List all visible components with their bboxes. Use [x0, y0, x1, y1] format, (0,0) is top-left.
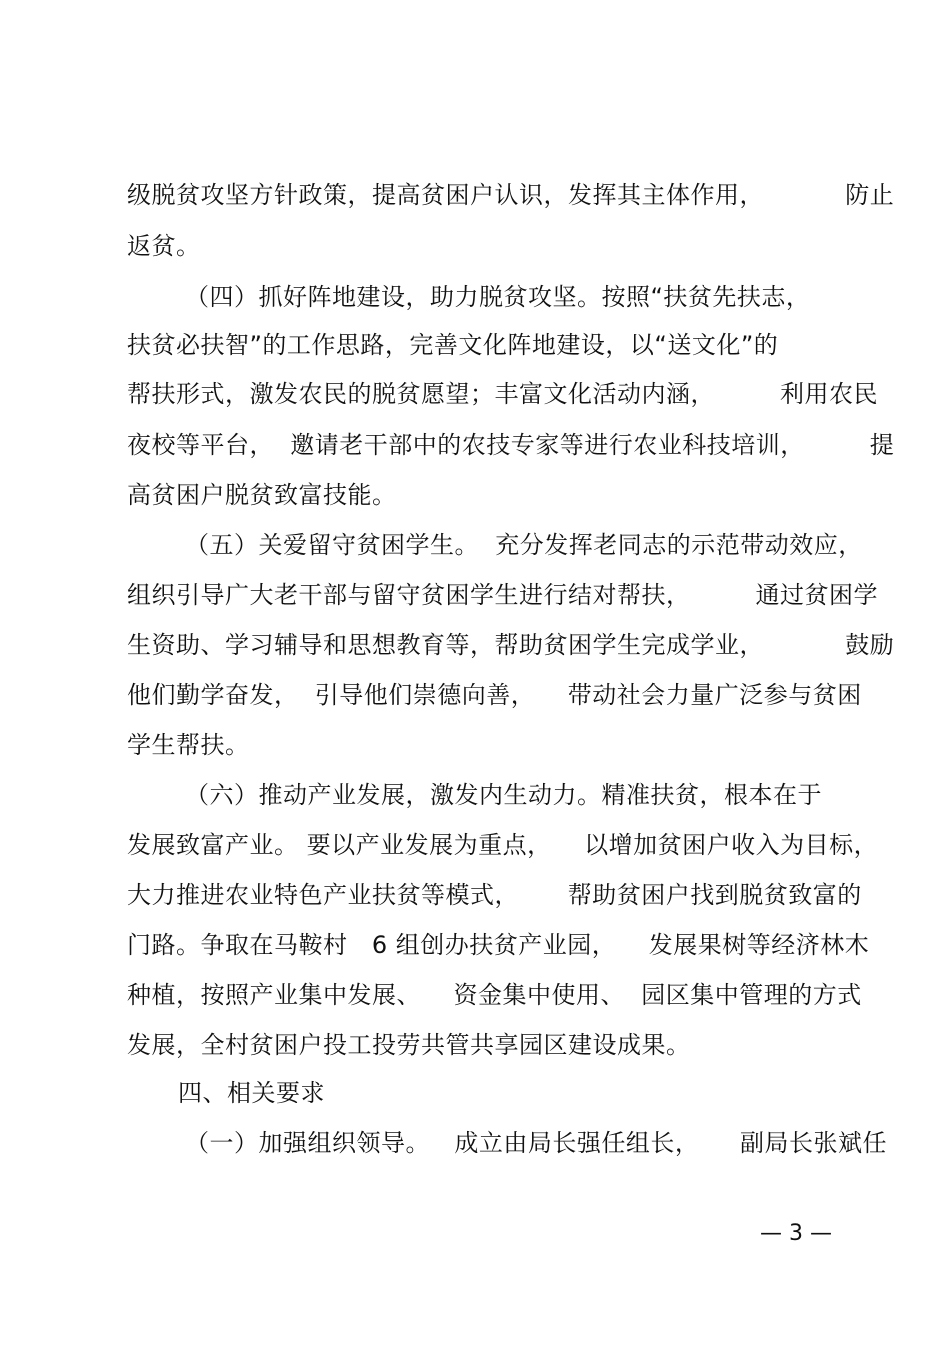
body-text-line: 门路。争取在马鞍村 6 组创办扶贫产业园， 发展果树等经济林木: [127, 931, 870, 959]
page-number: — 3 —: [760, 1221, 832, 1246]
body-text-line: 帮扶形式，激发农民的脱贫愿望；丰富文化活动内涵， 利用农民: [127, 380, 879, 408]
paragraph-heading-line: （五）关爱留守贫困学生。 充分发挥老同志的示范带动效应，: [185, 531, 863, 559]
body-text-line: 发展致富产业。 要以产业发展为重点， 以增加贫困户收入为目标，: [127, 831, 879, 859]
paragraph-heading-line: （一）加强组织领导。 成立由局长强任组长， 副局长张斌任: [185, 1129, 888, 1157]
section-heading: 四、相关要求: [178, 1079, 325, 1107]
body-text-line: 大力推进农业特色产业扶贫等模式， 帮助贫困户找到脱贫致富的: [127, 881, 862, 909]
body-text-line: 发展，全村贫困户投工投劳共管共享园区建设成果。: [127, 1031, 691, 1059]
body-text-line: 级脱贫攻坚方针政策，提高贫困户认识，发挥其主体作用， 防止: [127, 181, 895, 209]
paragraph-heading-line: （六）推动产业发展，激发内生动力。精准扶贫，根本在于: [185, 781, 822, 809]
body-text-line: 种植，按照产业集中发展、 资金集中使用、 园区集中管理的方式: [127, 981, 862, 1009]
body-text-line: 组织引导广大老干部与留守贫困学生进行结对帮扶， 通过贫困学: [127, 581, 879, 609]
body-text-line: 夜校等平台， 邀请老干部中的农技专家等进行农业科技培训， 提: [127, 431, 895, 459]
paragraph-heading-line: （四）抓好阵地建设，助力脱贫攻坚。按照“扶贫先扶志，: [185, 283, 811, 311]
body-text-line: 学生帮扶。: [127, 731, 250, 759]
body-text-line: 他们勤学奋发， 引导他们崇德向善， 带动社会力量广泛参与贫困: [127, 681, 862, 709]
body-text-line: 生资助、学习辅导和思想教育等，帮助贫困学生完成学业， 鼓励: [127, 631, 895, 659]
body-text-line: 扶贫必扶智”的工作思路，完善文化阵地建设，以“送文化”的: [127, 331, 779, 359]
body-text-line: 高贫困户脱贫致富技能。: [127, 481, 397, 509]
body-text-line: 返贫。: [127, 232, 201, 260]
